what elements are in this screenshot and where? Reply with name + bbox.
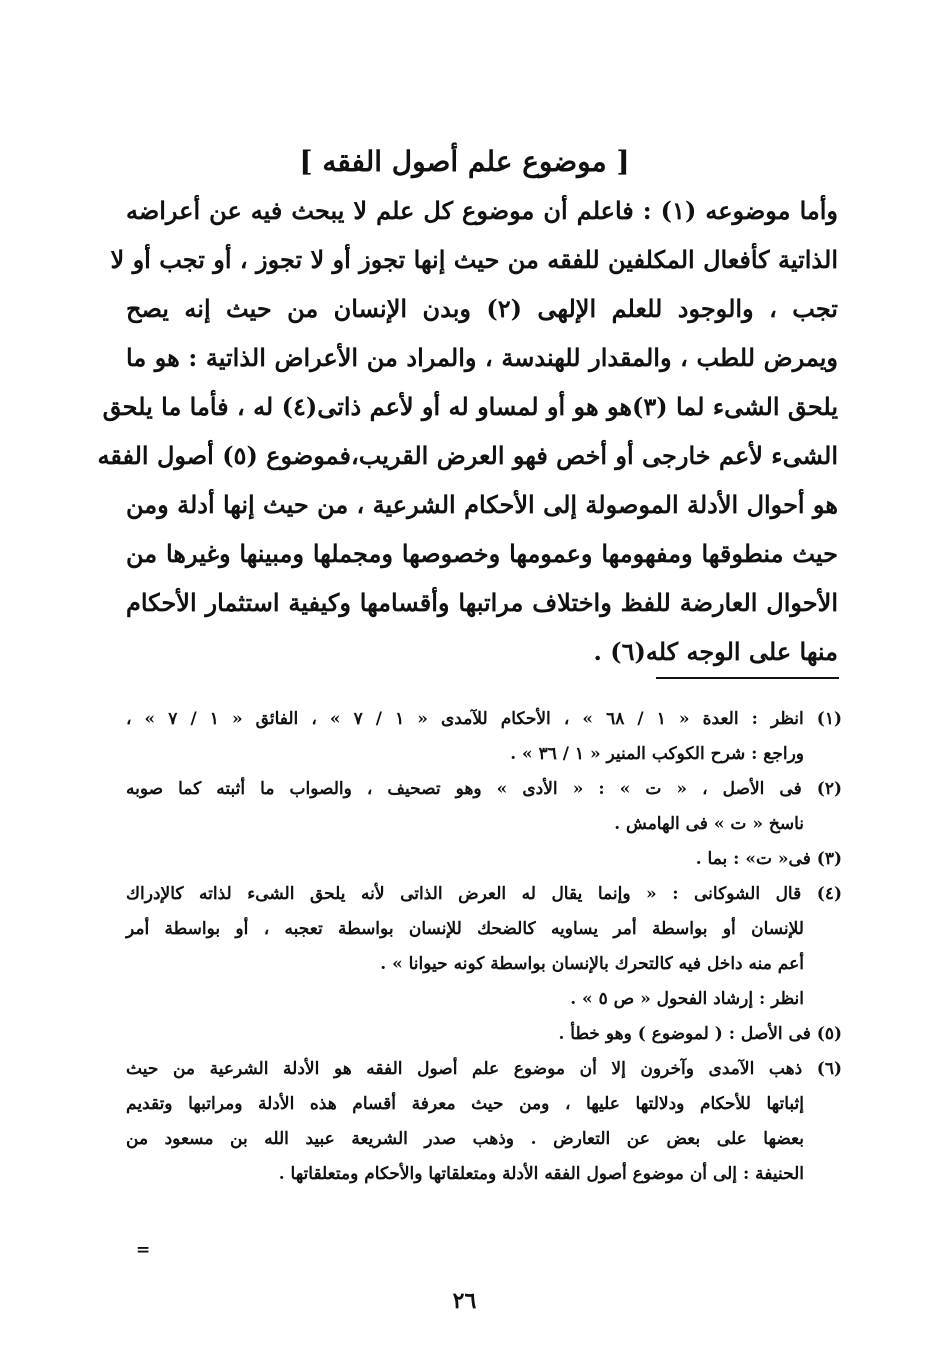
main-line: الشىء لأعم خارجى أو أخص فهو العرض القريب،فموضوع (٥) أصول الفقه [97, 441, 838, 470]
footnote-line: (٥) فى الأصل : ( لموضوع ) وهو خطأ . [558, 1024, 842, 1044]
footnote-line: الحنيفة : إلى أن موضوع أصول الفقه الأدلة ومتعلقاتها والأحكام ومتعلقاتها . [278, 1164, 804, 1184]
main-line: منها على الوجه كله(٦) . [593, 637, 838, 666]
main-line: يلحق الشىء لما (٣)هو هو أو لمساو له أو لأعم ذاتى(٤) له ، فأما ما يلحق [102, 392, 838, 421]
continuation-mark: = [136, 1240, 151, 1260]
footnote-3 [126, 842, 842, 877]
footnote-line: (٢) فى الأصل ، « ت » : « الأدى » وهو تصحيف ، والصواب ما أثبته كما صوبه [126, 779, 842, 799]
footnote-line: وراجع : شرح الكوكب المنير « ١ / ٣٦ » . [510, 744, 804, 764]
footnote-line: إثباتها للأحكام ودلالتها عليها ، ومن حيث معرفة أقسام هذه الأدلة ومراتبها وتقديم [126, 1094, 804, 1114]
footnote-4 [126, 877, 842, 1017]
main-paragraph [97, 186, 838, 676]
footnote-line: (٦) ذهب الآمدى وآخرون إلا أن موضوع علم أصول الفقه هو الأدلة الشرعية من حيث [126, 1059, 842, 1079]
footnote-1 [126, 702, 842, 772]
main-line: الأحوال العارضة للفظ واختلاف مراتبها وأقسامها وكيفية استثمار الأحكام [126, 588, 838, 617]
section-title: [ موضوع علم أصول الفقه ] [299, 145, 630, 178]
footnote-2 [126, 772, 842, 842]
footnote-line: أعم منه داخل فيه كالتحرك بالإنسان بواسطة كونه حيوانا » . [380, 954, 804, 974]
footnote-line: للإنسان أو بواسطة أمر يساويه كالضحك للإنسان بواسطة تعجبه ، أو بواسطة أمر [126, 919, 804, 939]
footnote-5 [126, 1017, 842, 1052]
main-line: هو أحوال الأدلة الموصولة إلى الأحكام الشرعية ، من حيث إنها أدلة ومن [126, 490, 838, 519]
main-line: وأما موضوعه (١) : فاعلم أن موضوع كل علم لا يبحث فيه عن أعراضه [126, 196, 838, 225]
footnote-line: (١) انظر : العدة « ١ / ٦٨ » ، الأحكام للآمدى « ١ / ٧ » ، الفائق « ١ / ٧ » ، [126, 709, 843, 729]
footnote-line: (٣) فى« ت» : بما . [695, 849, 842, 869]
footnotes [126, 702, 842, 1192]
main-line: تجب ، والوجود للعلم الإلهى (٢) وبدن الإنسان من حيث إنه يصح [126, 294, 838, 323]
footnote-line: ناسخ « ت » فى الهامش . [614, 814, 804, 834]
footnote-6 [126, 1052, 842, 1192]
footnote-line: بعضها على بعض عن التعارض . وذهب صدر الشريعة عبيد الله بن مسعود من [126, 1129, 804, 1149]
footnote-line: (٤) قال الشوكانى : « وإنما يقال له العرض الذاتى لأنه يلحق الشىء لذاته كالإدراك [126, 884, 842, 904]
main-line: الذاتية كأفعال المكلفين للفقه من حيث إنها تجوز أو لا تجوز ، أو تجب أو لا [110, 245, 838, 274]
footnote-line: انظر : إرشاد الفحول « ص ٥ » . [570, 989, 804, 1009]
main-line: حيث منطوقها ومفهومها وعمومها وخصوصها ومجملها ومبينها وغيرها من [126, 539, 838, 568]
main-line: ويمرض للطب ، والمقدار للهندسة ، والمراد من الأعراض الذاتية : هو ما [126, 343, 838, 372]
footnote-separator [656, 677, 839, 679]
page-number: ٢٦ [452, 1288, 477, 1314]
